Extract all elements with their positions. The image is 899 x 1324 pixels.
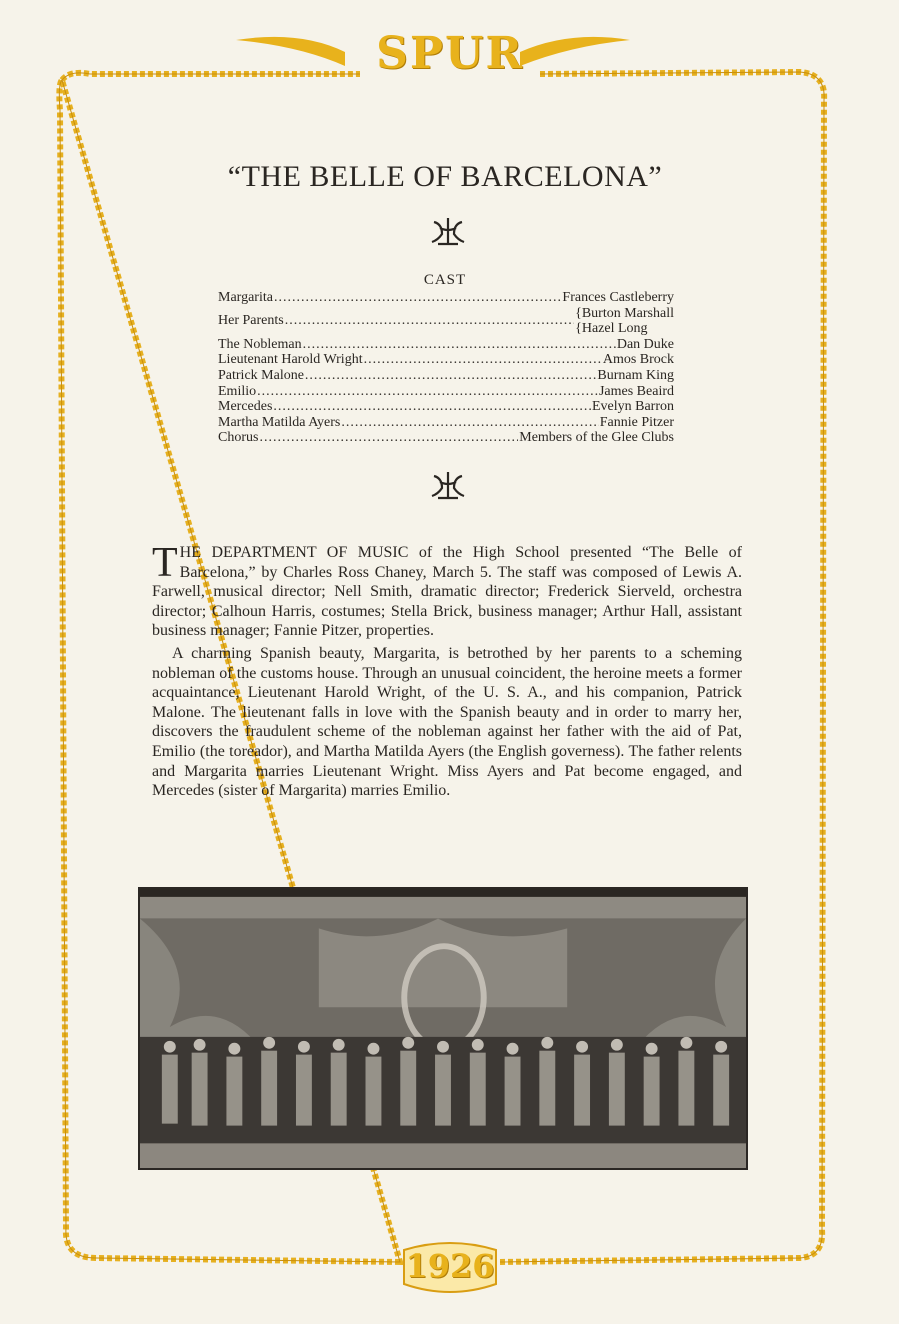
cast-actor: James Beaird [598,383,674,399]
cast-role: Margarita [218,290,273,305]
cast-row [218,430,674,446]
cast-heading: CAST [423,272,467,288]
leader-dots [257,384,598,400]
paragraph-text: HE DEPARTMENT OF MUSIC of the High School presented “The Belle of Barcelona,” by Charles Ross Chaney, March 5. The staff was composed of Lewis A. Farwell, musical director; Nell Smith, dramatic director; Frederick Sierveld, orchestra director; Calhoun Harris, costumes; Stella Brick, business manager; Arthur Hall, assistant business manager; Fannie Pitzer, properties. [152,544,742,640]
cast-role: Patrick Malone [218,367,304,383]
cast-role: The Nobleman [218,336,302,352]
leader-dots [305,368,596,384]
cast-list [218,290,674,446]
cast-actor: {Hazel Long [575,321,648,337]
year-emblem: 1926 [405,1247,495,1285]
cast-role: Lieutenant Harold Wright [218,352,363,368]
leader-dots [364,352,602,368]
leader-dots [285,313,574,329]
cast-role: Emilio [218,383,257,399]
leader-dots [303,337,616,353]
cast-actor: Dan Duke [616,336,674,352]
cast-role: Chorus [218,430,259,446]
drop-cap: T [152,540,178,586]
leader-dots [274,290,561,306]
spur-logo: SPUR [376,28,524,79]
leader-dots [259,430,518,446]
cast-row [218,337,674,353]
fleur-ornament-icon [428,214,468,248]
cast-role: Her Parents [218,313,284,329]
cast-actor: Fannie Pitzer [599,414,674,430]
cast-actor: Members of the Glee Clubs [519,430,674,446]
cast-actor: Amos Brock [602,352,674,368]
cast-row [218,352,674,368]
cast-actor-group [575,306,674,337]
article-text [152,540,742,801]
leader-dots [273,399,591,415]
cast-actor: Frances Castleberry [562,290,674,305]
leader-dots [341,415,598,431]
cast-row [218,290,674,306]
page-title: “THE BELLE OF BARCELONA” [227,160,663,193]
cast-photograph [138,887,748,1170]
paragraph-plot: A charming Spanish beauty, Margarita, is betrothed by her parents to a scheming nobleman of the customs house. Through an unusual coincident, the heroine meets a former acquaintance, Lieutenant Harold Wright, of the U. S. A., and his companion, Patrick Malone. The lieutenant falls in love with the Spanish beauty and in order to marry her, discovers the fraudulent scheme of the nobleman against her father with the aid of Pat, Emilio (the toreador), and Martha Matilda Ayers (the English governess). The father relents and Margarita marries Lieutenant Wright. Miss Ayers and Pat become engaged, and Mercedes (sister of Margarita) marries Emilio. [152,644,742,800]
cast-actor: Evelyn Barron [591,399,674,415]
cast-row [218,415,674,431]
paragraph-staff [152,540,742,641]
fleur-ornament-icon [428,468,468,502]
cast-role: Martha Matilda Ayers [218,414,341,430]
cast-actor: {Burton Marshall [575,305,674,321]
cast-role: Mercedes [218,399,273,415]
cast-actor: Burnam King [597,367,674,383]
cast-row [218,399,674,415]
cast-row [218,368,674,384]
cast-row [218,306,674,337]
cast-row [218,384,674,400]
